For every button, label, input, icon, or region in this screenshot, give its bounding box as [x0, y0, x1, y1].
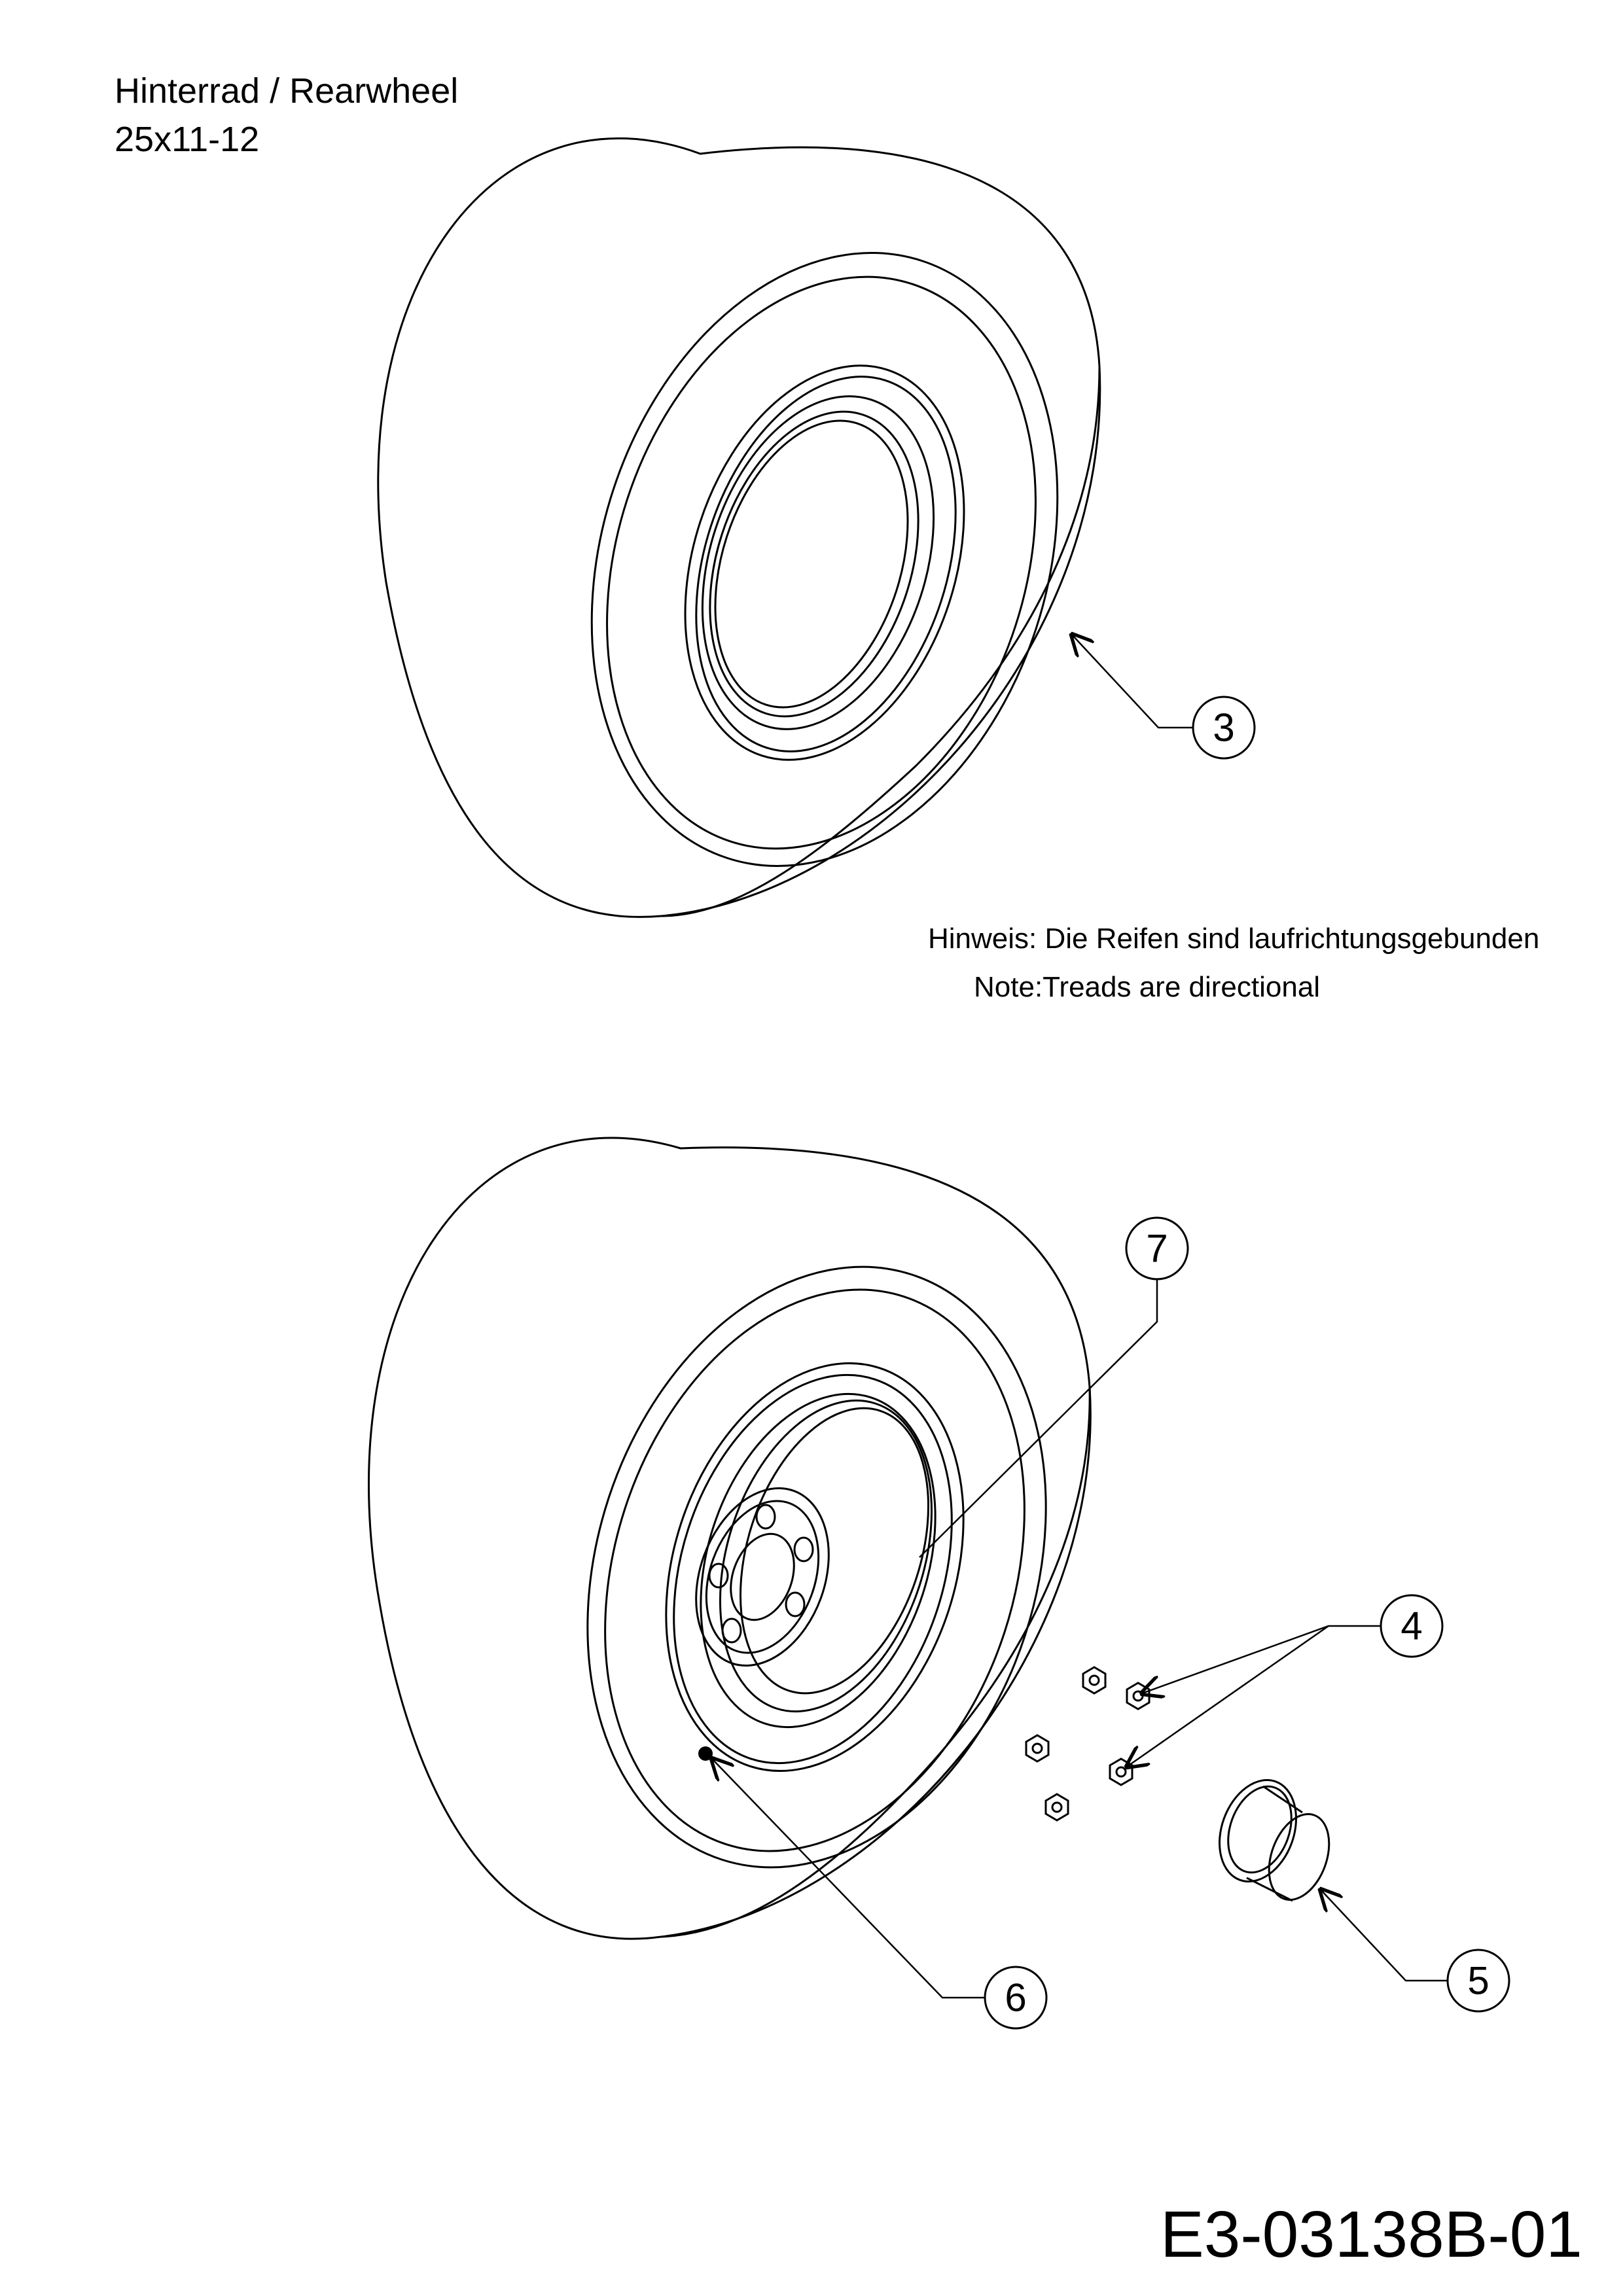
valve-stem: [698, 1746, 713, 1761]
leader-3: [1072, 635, 1193, 728]
lug-nut: [1083, 1667, 1105, 1693]
svg-text:6: 6: [1005, 1975, 1027, 2020]
lug-nut: [1110, 1759, 1132, 1785]
leader-7: [919, 1279, 1157, 1557]
leader-5: [1321, 1890, 1448, 1981]
leader-6: [712, 1759, 985, 1998]
callout-4: [1381, 1595, 1442, 1657]
lug-nut: [1026, 1735, 1048, 1761]
document-number: E3-03138B-01: [1160, 2198, 1582, 2271]
lug-nuts: [1026, 1667, 1149, 1820]
leader-4a: [1142, 1626, 1381, 1693]
lug-nut: [1127, 1683, 1149, 1709]
tire-size-label: 25x11-12: [115, 120, 260, 159]
callout-5: [1448, 1950, 1509, 2011]
callout-7: [1126, 1218, 1188, 1279]
tire-upper: [378, 138, 1133, 927]
lug-nut: [1046, 1794, 1068, 1820]
wheel-assembly-lower: [368, 1138, 1120, 1939]
svg-text:5: 5: [1467, 1958, 1489, 2003]
note-german: Hinweis: Die Reifen sind laufrichtungsgebunden: [928, 923, 1540, 955]
svg-text:7: 7: [1146, 1226, 1168, 1271]
callout-6: [985, 1967, 1046, 2028]
diagram-title: Hinterrad / Rearwheel: [115, 71, 459, 111]
callout-3: [1193, 697, 1255, 758]
note-english: Note:Treads are directional: [974, 971, 1321, 1003]
svg-text:3: 3: [1213, 705, 1235, 750]
leader-lines: [712, 635, 1448, 1998]
svg-text:4: 4: [1400, 1604, 1423, 1648]
hub-cap: [1206, 1769, 1340, 1908]
leader-4b: [1127, 1626, 1329, 1767]
